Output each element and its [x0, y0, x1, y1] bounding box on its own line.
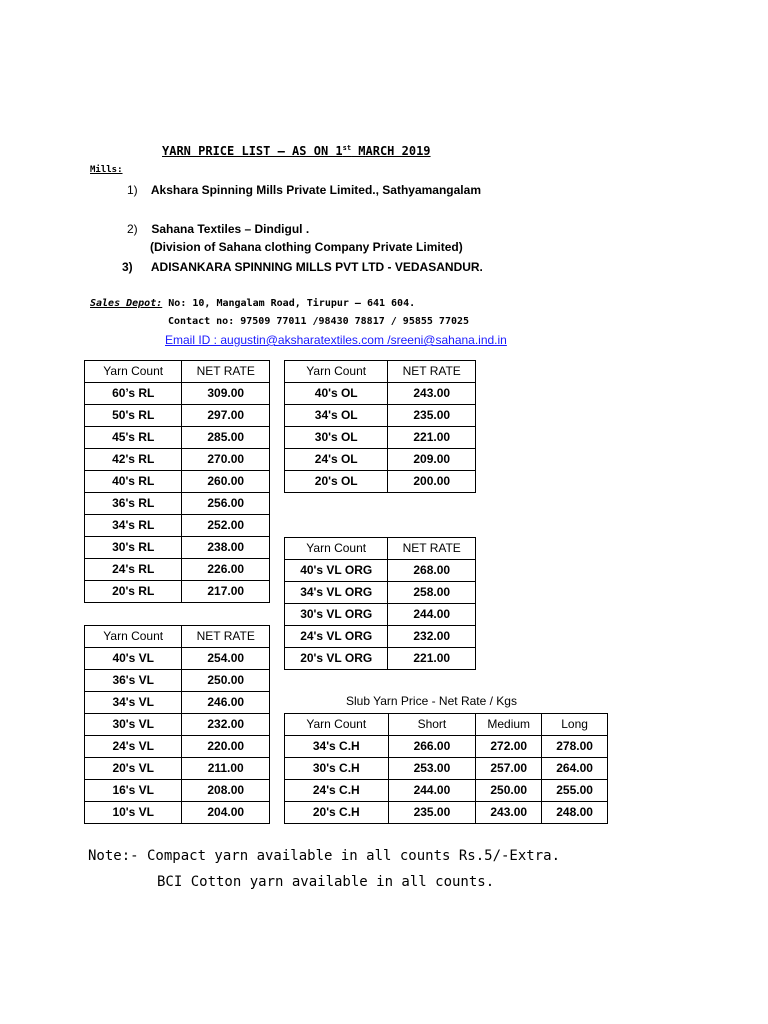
table-row	[85, 427, 270, 449]
short-rate-cell: 253.00	[388, 758, 476, 780]
slub-price-title: Slub Yarn Price - Net Rate / Kgs	[346, 694, 517, 708]
yarn-count-cell: 30's OL	[285, 427, 388, 449]
mill-name: ADISANKARA SPINNING MILLS PVT LTD - VEDASANDUR.	[150, 260, 483, 274]
sales-depot-address: No: 10, Mangalam Road, Tirupur – 641 604.	[168, 298, 416, 309]
net-rate-cell: 297.00	[182, 405, 270, 427]
table-row	[285, 405, 476, 427]
yarn-count-cell: 24's VL	[85, 736, 182, 758]
net-rate-cell: 309.00	[182, 383, 270, 405]
medium-rate-cell: 272.00	[476, 736, 542, 758]
yarn-count-cell: 30's RL	[85, 537, 182, 559]
yarn-count-cell: 20's OL	[285, 471, 388, 493]
column-header: Medium	[476, 714, 542, 736]
long-rate-cell: 248.00	[542, 802, 608, 824]
yarn-count-cell: 20's VL ORG	[285, 648, 388, 670]
net-rate-cell: 252.00	[182, 515, 270, 537]
mill-name: Sahana Textiles – Dindigul .	[151, 222, 310, 236]
table-row	[85, 780, 270, 802]
yarn-count-cell: 34's VL ORG	[285, 582, 388, 604]
net-rate-cell: 232.00	[388, 626, 476, 648]
yarn-count-cell: 50's RL	[85, 405, 182, 427]
net-rate-cell: 232.00	[182, 714, 270, 736]
table-row	[85, 515, 270, 537]
yarn-count-cell: 20's C.H	[285, 802, 389, 824]
column-header: Yarn Count	[285, 538, 388, 560]
yarn-count-cell: 30's VL ORG	[285, 604, 388, 626]
table-header-row	[285, 538, 476, 560]
medium-rate-cell: 250.00	[476, 780, 542, 802]
yarn-count-cell: 36's VL	[85, 670, 182, 692]
table-row	[85, 802, 270, 824]
table-row	[285, 582, 476, 604]
note-bci-cotton: BCI Cotton yarn available in all counts.	[157, 874, 495, 890]
short-rate-cell: 235.00	[388, 802, 476, 824]
table-row	[285, 626, 476, 648]
table-row	[85, 559, 270, 581]
net-rate-cell: 209.00	[388, 449, 476, 471]
table-row	[285, 604, 476, 626]
net-rate-cell: 258.00	[388, 582, 476, 604]
net-rate-cell: 260.00	[182, 471, 270, 493]
note-compact-yarn: Note:- Compact yarn available in all counts Rs.5/-Extra.	[88, 848, 561, 864]
yarn-count-cell: 24's VL ORG	[285, 626, 388, 648]
sales-depot	[90, 298, 415, 309]
column-header: NET RATE	[182, 626, 270, 648]
table-row	[85, 670, 270, 692]
yarn-count-cell: 24's OL	[285, 449, 388, 471]
column-header: Yarn Count	[85, 361, 182, 383]
yarn-count-cell: 34's C.H	[285, 736, 389, 758]
long-rate-cell: 278.00	[542, 736, 608, 758]
yarn-count-cell: 36's RL	[85, 493, 182, 515]
table-header-row	[85, 626, 270, 648]
yarn-count-cell: 40's RL	[85, 471, 182, 493]
table-row	[285, 736, 608, 758]
mill-division: (Division of Sahana clothing Company Private Limited)	[150, 240, 463, 254]
yarn-count-cell: 40's VL ORG	[285, 560, 388, 582]
mill-item-3: 3) ADISANKARA SPINNING MILLS PVT LTD - VEDASANDUR.	[122, 260, 483, 274]
table-row	[85, 405, 270, 427]
yarn-count-cell: 42's RL	[85, 449, 182, 471]
column-header: Long	[542, 714, 608, 736]
table-row	[285, 560, 476, 582]
net-rate-cell: 285.00	[182, 427, 270, 449]
net-rate-cell: 221.00	[388, 427, 476, 449]
table-header-row	[85, 361, 270, 383]
mill-name: Akshara Spinning Mills Private Limited., Sathyamangalam	[150, 183, 481, 197]
net-rate-cell: 217.00	[182, 581, 270, 603]
yarn-count-cell: 16's VL	[85, 780, 182, 802]
yarn-count-cell: 40's VL	[85, 648, 182, 670]
net-rate-cell: 254.00	[182, 648, 270, 670]
yarn-count-cell: 40's OL	[285, 383, 388, 405]
table-row	[285, 758, 608, 780]
table-row	[285, 802, 608, 824]
yarn-count-cell: 60’s RL	[85, 383, 182, 405]
vl-rates-table	[84, 625, 270, 824]
yarn-count-cell: 10's VL	[85, 802, 182, 824]
net-rate-cell: 226.00	[182, 559, 270, 581]
column-header: Short	[388, 714, 476, 736]
column-header: Yarn Count	[85, 626, 182, 648]
mill-item-1: 1) Akshara Spinning Mills Private Limited., Sathyamangalam	[127, 183, 481, 197]
table-row	[285, 780, 608, 802]
long-rate-cell: 255.00	[542, 780, 608, 802]
page-title: YARN PRICE LIST – AS ON 1st MARCH 2019	[162, 144, 431, 158]
net-rate-cell: 221.00	[388, 648, 476, 670]
table-row	[85, 493, 270, 515]
table-header-row	[285, 361, 476, 383]
table-row	[85, 471, 270, 493]
net-rate-cell: 208.00	[182, 780, 270, 802]
table-row	[85, 537, 270, 559]
column-header: NET RATE	[388, 538, 476, 560]
short-rate-cell: 244.00	[388, 780, 476, 802]
table-row	[85, 648, 270, 670]
table-row	[85, 692, 270, 714]
net-rate-cell: 238.00	[182, 537, 270, 559]
net-rate-cell: 246.00	[182, 692, 270, 714]
yarn-count-cell: 34's OL	[285, 405, 388, 427]
table-row	[285, 427, 476, 449]
column-header: Yarn Count	[285, 714, 389, 736]
net-rate-cell: 211.00	[182, 758, 270, 780]
table-row	[85, 736, 270, 758]
medium-rate-cell: 257.00	[476, 758, 542, 780]
yarn-count-cell: 20's RL	[85, 581, 182, 603]
table-row	[285, 648, 476, 670]
table-row	[85, 758, 270, 780]
net-rate-cell: 204.00	[182, 802, 270, 824]
net-rate-cell: 244.00	[388, 604, 476, 626]
yarn-count-cell: 45's RL	[85, 427, 182, 449]
table-row	[85, 714, 270, 736]
medium-rate-cell: 243.00	[476, 802, 542, 824]
ol-rates-table	[284, 360, 476, 493]
yarn-count-cell: 34's VL	[85, 692, 182, 714]
net-rate-cell: 256.00	[182, 493, 270, 515]
table-row	[85, 383, 270, 405]
email-link[interactable]: Email ID : augustin@aksharatextiles.com /sreeni@sahana.ind.in	[165, 333, 507, 347]
net-rate-cell: 270.00	[182, 449, 270, 471]
yarn-count-cell: 24's RL	[85, 559, 182, 581]
rl-rates-table	[84, 360, 270, 603]
net-rate-cell: 235.00	[388, 405, 476, 427]
table-row	[85, 581, 270, 603]
yarn-count-cell: 24's C.H	[285, 780, 389, 802]
yarn-count-cell: 20's VL	[85, 758, 182, 780]
net-rate-cell: 243.00	[388, 383, 476, 405]
net-rate-cell: 268.00	[388, 560, 476, 582]
vl-org-rates-table	[284, 537, 476, 670]
net-rate-cell: 220.00	[182, 736, 270, 758]
contact-numbers: Contact no: 97509 77011 /98430 78817 / 95855 77025	[168, 316, 470, 327]
table-row	[285, 449, 476, 471]
table-row	[285, 471, 476, 493]
net-rate-cell: 250.00	[182, 670, 270, 692]
short-rate-cell: 266.00	[388, 736, 476, 758]
table-row	[85, 449, 270, 471]
yarn-count-cell: 30's VL	[85, 714, 182, 736]
mills-label: Mills:	[90, 165, 123, 175]
sales-depot-label: Sales Depot:	[90, 298, 163, 309]
table-header-row	[285, 714, 608, 736]
slub-rates-table	[284, 713, 608, 824]
mill-item-2: 2) Sahana Textiles – Dindigul .	[127, 222, 310, 236]
long-rate-cell: 264.00	[542, 758, 608, 780]
column-header: NET RATE	[182, 361, 270, 383]
yarn-count-cell: 30's C.H	[285, 758, 389, 780]
table-row	[285, 383, 476, 405]
net-rate-cell: 200.00	[388, 471, 476, 493]
column-header: NET RATE	[388, 361, 476, 383]
yarn-count-cell: 34's RL	[85, 515, 182, 537]
column-header: Yarn Count	[285, 361, 388, 383]
